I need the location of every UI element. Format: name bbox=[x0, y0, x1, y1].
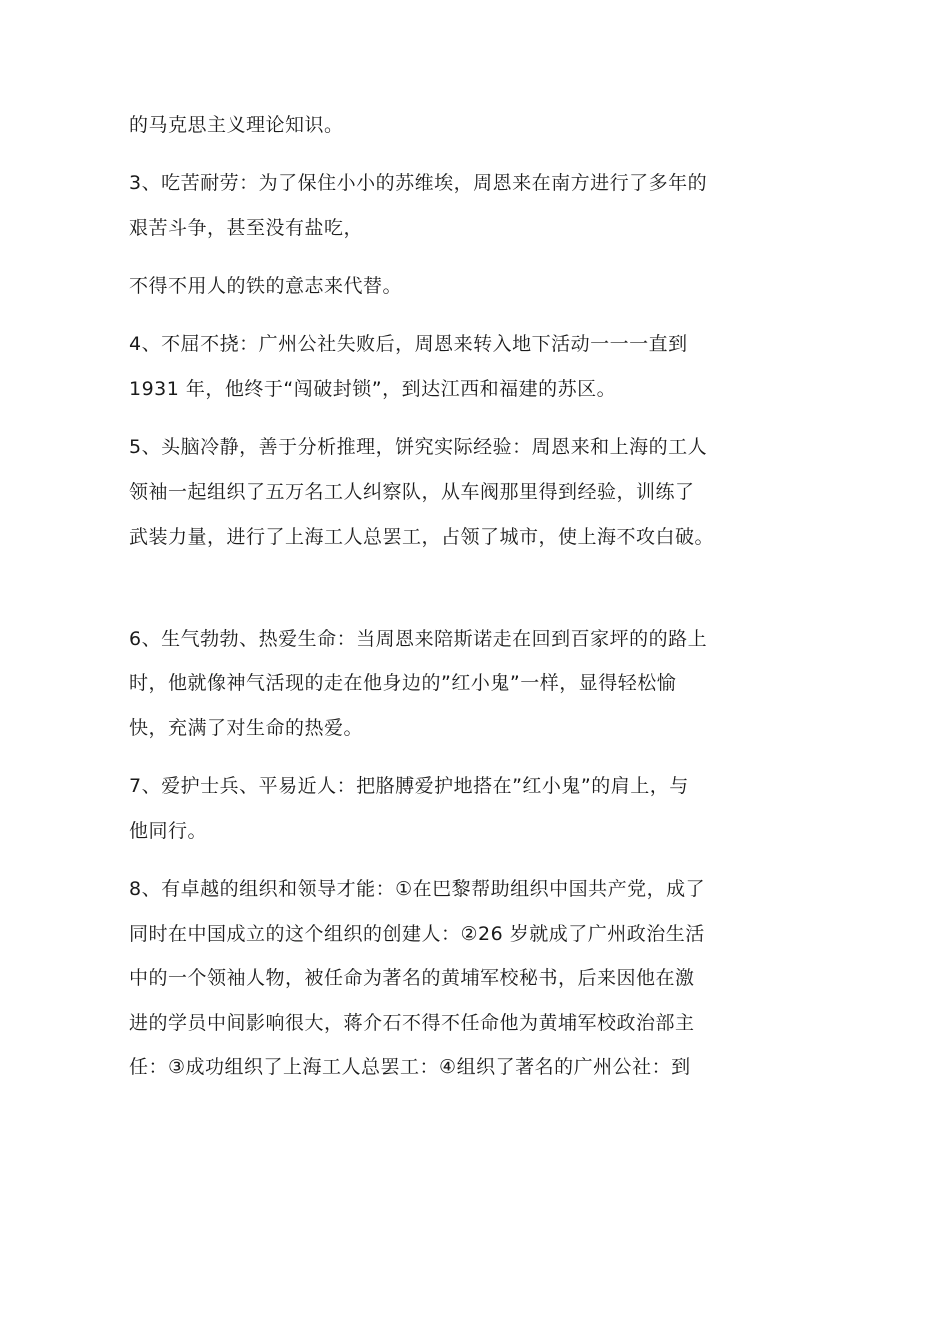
text-line: 任：③成功组织了上海工人总罢工：④组织了著名的广州公社：到 bbox=[129, 1056, 691, 1078]
text-line: 中的一个领袖人物，被任命为著名的黄埔军校秘书，后来因他在激 bbox=[129, 967, 695, 989]
text-line: 快，充满了对生命的热爱。 bbox=[129, 717, 364, 739]
text-line: 他同行。 bbox=[129, 820, 208, 842]
text-line: 4、不屈不挠：广州公社失败后，周恩来转入地下活动一一一直到 bbox=[129, 333, 688, 355]
text-line: 7、爱护士兵、平易近人：把胳膊爱护地搭在”红小鬼”的肩上，与 bbox=[129, 775, 689, 797]
text-line: 时，他就像神气活现的走在他身边的”红小鬼”一样，显得轻松愉 bbox=[129, 672, 677, 694]
text-line: 6、生气勃勃、热爱生命：当周恩来陪斯诺走在回到百家坪的的路上 bbox=[129, 628, 708, 650]
text-line: 同时在中国成立的这个组织的创建人：②26 岁就成了广州政治生活 bbox=[129, 923, 705, 945]
text-line: 武装力量，进行了上海工人总罢工，占领了城市，使上海不攻白破。 bbox=[129, 526, 715, 548]
text-line: 进的学员中间影响很大，蒋介石不得不任命他为黄埔军校政治部主 bbox=[129, 1012, 695, 1034]
text-line: 3、吃苦耐劳：为了保住小小的苏维埃，周恩来在南方进行了多年的 bbox=[129, 172, 708, 194]
text-line: 8、有卓越的组织和领导才能：①在巴黎帮助组织中国共产党，成了 bbox=[129, 878, 706, 900]
text-line: 的马克思主义理论知识。 bbox=[129, 114, 344, 136]
text-line: 5、头脑冷静，善于分析推理，饼究实际经验：周恩来和上海的工人 bbox=[129, 436, 708, 458]
text-line: 不得不用人的铁的意志来代替。 bbox=[129, 275, 403, 297]
text-line: 1931 年，他终于“闯破封锁”，到达江西和福建的苏区。 bbox=[129, 378, 617, 400]
text-line: 艰苦斗争，甚至没有盐吃， bbox=[129, 217, 364, 239]
text-line: 领袖一起组织了五万名工人纠察队，从车阀那里得到经验，训练了 bbox=[129, 481, 695, 503]
